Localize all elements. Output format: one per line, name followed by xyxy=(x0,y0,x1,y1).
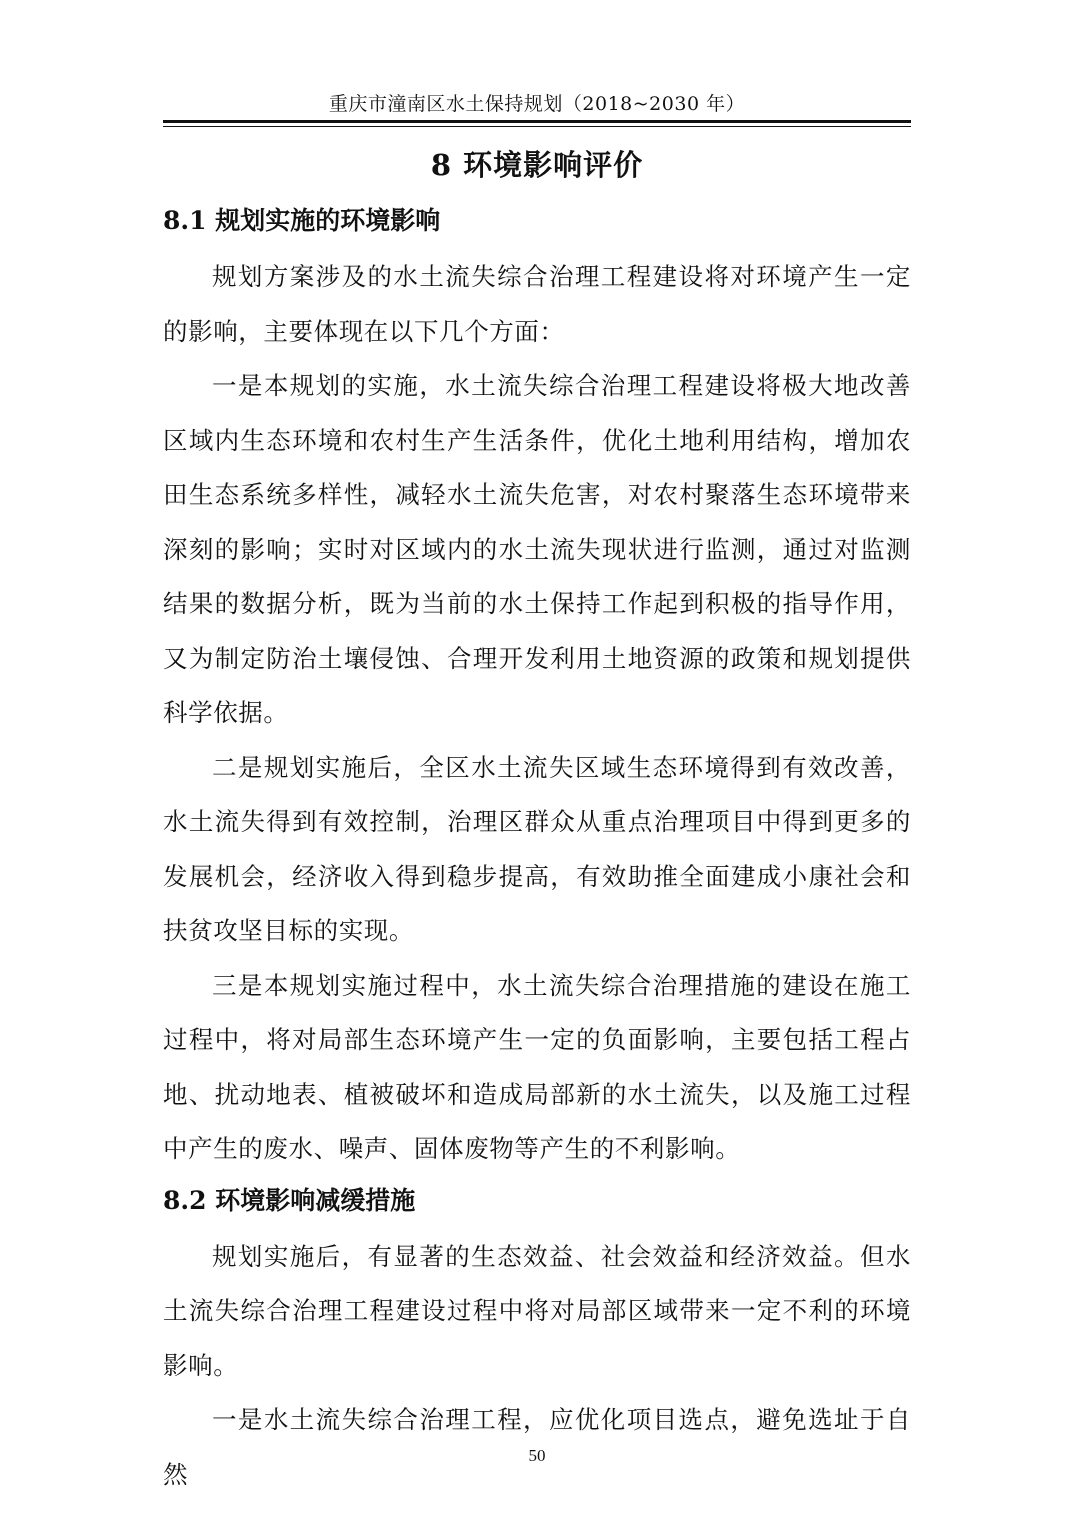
paragraph: 三是本规划实施过程中，水土流失综合治理措施的建设在施工过程中，将对局部生态环境产生一定的负面影响，主要包括工程占地、扰动地表、植被破坏和造成局部新的水土流失，以及施工过程中产生的废水、噪声、固体废物等产生的不利影响。 xyxy=(163,970,911,1163)
section-title-8-1: 8.1 规划实施的环境影响 xyxy=(163,206,441,235)
header-rule-thick xyxy=(163,120,911,123)
header-rule-thin xyxy=(163,126,911,127)
chapter-title: 8 环境影响评价 xyxy=(430,148,644,182)
paragraph: 规划方案涉及的水土流失综合治理工程建设将对环境产生一定的影响，主要体现在以下几个方面： xyxy=(163,262,911,346)
page-body xyxy=(163,143,911,1502)
paragraph: 二是规划实施后，全区水土流失区域生态环境得到有效改善，水土流失得到有效控制，治理区群众从重点治理项目中得到更多的发展机会，经济收入得到稳步提高，有效助推全面建成小康社会和扶贫攻坚目标的实现。 xyxy=(163,752,911,945)
paragraph: 一是本规划的实施，水土流失综合治理工程建设将极大地改善区域内生态环境和农村生产生活条件，优化土地利用结构，增加农田生态系统多样性，减轻水土流失危害，对农村聚落生态环境带来深刻的影响；实时对区域内的水土流失现状进行监测，通过对监测结果的数据分析，既为当前的水土保持工作起到积极的指导作用，又为制定防治土壤侵蚀、合理开发利用土地资源的政策和规划提供科学依据。 xyxy=(163,371,911,727)
paragraph: 规划实施后，有显著的生态效益、社会效益和经济效益。但水土流失综合治理工程建设过程中将对局部区域带来一定不利的环境影响。 xyxy=(163,1241,911,1380)
paragraph: 一是水土流失综合治理工程，应优化项目选点，避免选址于自然 xyxy=(163,1405,911,1489)
page-number: 50 xyxy=(528,1446,546,1465)
section-title-8-2: 8.2 环境影响减缓措施 xyxy=(163,1185,416,1215)
running-header: 重庆市潼南区水土保持规划（2018~2030 年） xyxy=(328,93,746,115)
